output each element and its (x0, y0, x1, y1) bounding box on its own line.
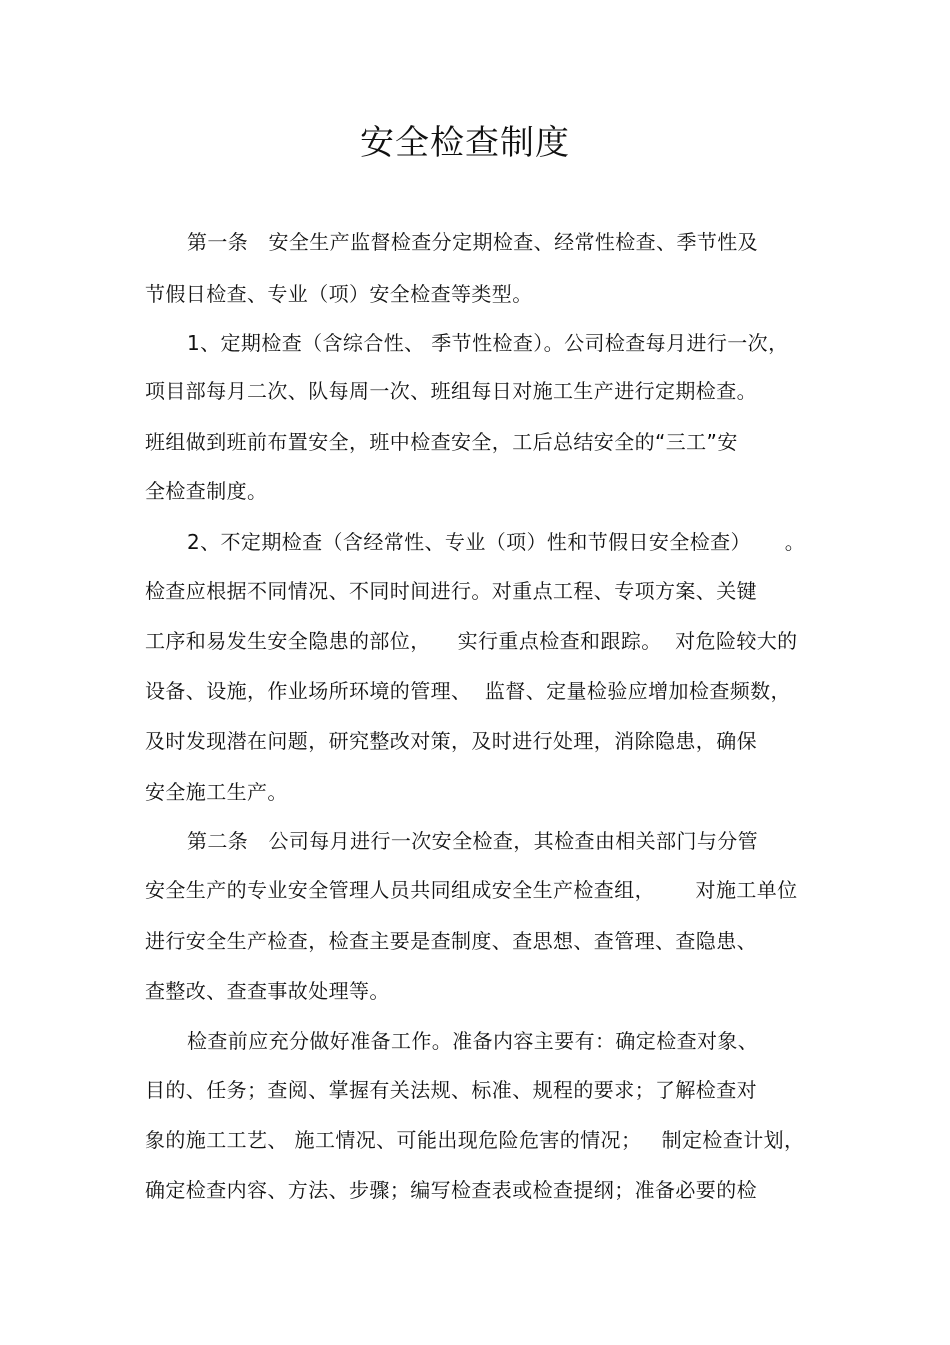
text-line: 工序和易发生安全隐患的部位， 实行重点检查和跟踪。 对危险较大的 (145, 629, 798, 653)
text-line: 全检查制度。 (145, 479, 268, 503)
text-line: 安全施工生产。 (145, 780, 288, 804)
text-line: 2、不定期检查（含经常性、专业（项）性和节假日安全检查） 。 (187, 530, 806, 554)
text-line: 设备、设施，作业场所环境的管理、 监督、定量检验应增加检查频数， (145, 679, 791, 703)
page-title: 安全检查制度 (360, 123, 570, 163)
text-line: 项目部每月二次、队每周一次、班组每日对施工生产进行定期检查。 (145, 379, 757, 403)
text-line: 班组做到班前布置安全，班中检查安全，工后总结安全的“三工”安 (145, 430, 738, 454)
text-line: 第一条 安全生产监督检查分定期检查、经常性检查、季节性及 (187, 230, 759, 254)
text-line: 象的施工工艺、 施工情况、可能出现危险危害的情况； 制定检查计划， (145, 1128, 805, 1152)
text-line: 安全生产的专业安全管理人员共同组成安全生产检查组， 对施工单位 (145, 878, 798, 902)
text-line: 进行安全生产检查，检查主要是查制度、查思想、查管理、查隐患、 (145, 929, 757, 953)
text-line: 检查前应充分做好准备工作。准备内容主要有：确定检查对象、 (187, 1029, 759, 1053)
text-line: 目的、任务；查阅、掌握有关法规、标准、规程的要求；了解检查对 (145, 1078, 757, 1102)
text-line: 检查应根据不同情况、不同时间进行。对重点工程、专项方案、关键 (145, 579, 757, 603)
text-line: 第二条 公司每月进行一次安全检查，其检查由相关部门与分管 (187, 829, 759, 853)
text-line: 节假日检查、专业（项）安全检查等类型。 (145, 282, 533, 306)
text-line: 1、定期检查（含综合性、 季节性检查）。公司检查每月进行一次， (187, 331, 789, 355)
text-line: 查整改、查查事故处理等。 (145, 979, 390, 1003)
text-line: 确定检查内容、方法、步骤；编写检查表或检查提纲；准备必要的检 (145, 1178, 757, 1202)
text-line: 及时发现潜在问题，研究整改对策，及时进行处理，消除隐患，确保 (145, 729, 757, 753)
